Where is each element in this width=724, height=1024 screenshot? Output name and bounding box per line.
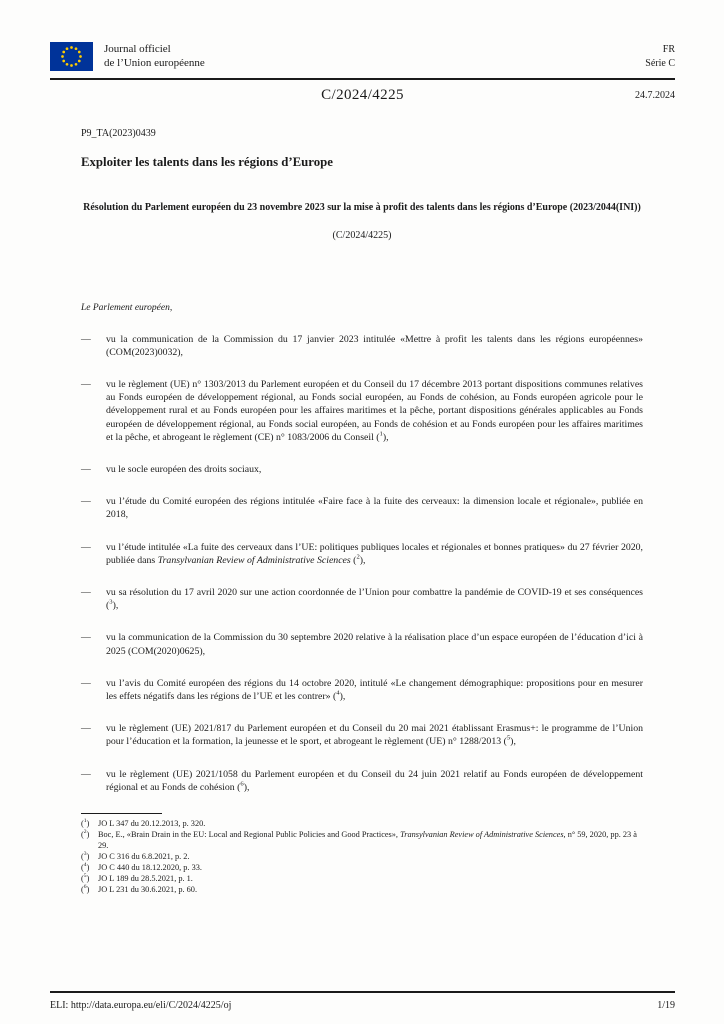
recitals-list [81,333,643,794]
doc-number-row [50,87,675,107]
recital-item [81,631,643,657]
document-body [81,128,643,895]
list-dash: — [81,378,91,390]
footnote-item [81,818,643,829]
footnote-marker: ($^1$) [81,818,90,828]
footnotes-list [81,818,643,895]
recital-text: vu la communication de la Commission du 30 septembre 2020 relative à la réalisation place d’un espace européen de l’éducation d’ici à 2025 (COM(2020)0625), [106,632,643,657]
footnote-text: JO L 231 du 30.6.2021, p. 60. [98,884,198,894]
intro-line: Le Parlement européen, [81,302,173,313]
doc-date: 24.7.2024 [635,90,675,101]
list-dash: — [81,463,91,475]
footnote-text: JO L 189 du 28.5.2021, p. 1. [98,873,193,883]
header-meta [645,42,675,70]
recital-text: vu l’étude intitulée «La fuite des cerveaux dans l’UE: politiques publiques locales et régionales et bonnes pratiques» du 27 février 2020, publiée dans Transylvanian Review of Administrative Sciences ($^2$), [106,541,643,566]
list-dash: — [81,496,91,508]
recital-text: vu la communication de la Commission du 17 janvier 2023 intitulée «Mettre à profit les talents dans les régions européennes» (COM(2023)0032), [106,333,643,358]
series-label: Série C [645,57,675,69]
document-reference: (C/2024/4225) [332,229,392,241]
list-dash: — [81,677,91,689]
recital-item [81,333,643,359]
footnote-text: JO L 347 du 20.12.2013, p. 320. [98,818,206,828]
list-dash: — [81,632,91,644]
footnote-separator [81,813,162,814]
footnote-text: JO C 316 du 6.8.2021, p. 2. [98,851,190,861]
header-rule [50,78,675,80]
footnote-item [81,873,643,884]
eli-link[interactable]: ELI: http://data.europa.eu/eli/C/2024/4225/oj [50,1000,232,1011]
recital-text: vu sa résolution du 17 avril 2020 sur une action coordonnée de l’Union pour combattre la pandémie de COVID-19 et ses conséquences ($^3$), [106,586,643,612]
recital-text: vu le règlement (UE) 2021/1058 du Parlement européen et du Conseil du 24 juin 2021 relatif au Fonds européen de développement régional et au Fonds de cohésion ($^6$), [106,768,643,793]
recital-item [81,677,643,703]
journal-title-line2: de l’Union européenne [104,56,205,69]
footnote-item [81,862,643,873]
recital-item [81,463,643,476]
recital-item [81,768,643,794]
page-number: 1/19 [657,1000,675,1011]
footnote-text: JO C 440 du 18.12.2020, p. 33. [98,862,202,872]
document-subtitle: Résolution du Parlement européen du 23 novembre 2023 sur la mise à profit des talents dans les régions d’Europe (2023/2044(INI)) [83,202,641,213]
footnote-marker: ($^3$) [81,851,90,861]
footnote-marker: ($^6$) [81,884,90,894]
recital-text: vu l’avis du Comité européen des régions du 14 octobre 2020, intitulé «Le changement démographique: propositions pour en mesurer les effets négatifs dans les régions de l’UE et les contrer» ($^4$), [106,677,643,702]
document-title: Exploiter les talents dans les régions d’Europe [81,155,333,169]
journal-title [104,42,205,70]
recital-item [81,722,643,748]
recital-item [81,541,643,567]
recital-item [81,586,643,612]
footnote-marker: ($^4$) [81,862,90,872]
list-dash: — [81,333,91,345]
footnote-item [81,829,643,851]
list-dash: — [81,541,91,553]
list-dash: — [81,768,91,780]
recital-text: vu le règlement (UE) n° 1303/2013 du Parlement européen et du Conseil du 17 décembre 2013 portant dispositions communes relatives au Fonds européen de développement régional, au Fonds social européen, au Fonds de cohésion, au Fonds européen agricole pour le développement rural et au Fonds européen pour les affaires maritimes et la pêche, portant dispositions générales applicables au Fonds européen de développement régional, au Fonds social européen, au Fonds de cohésion et au Fonds européen pour les affaires maritimes et la pêche, et abrogeant le règlement (CE) n° 1083/2006 du Conseil ($^1$), [106,378,643,443]
recital-item [81,378,643,444]
journal-title-line1: Journal officiel [104,43,171,55]
recital-text: vu l’étude du Comité européen des régions intitulée «Faire face à la fuite des cerveaux: la dimension locale et régionale», publiée en 2018, [106,496,643,521]
footer-rule [50,991,675,993]
page-header [50,42,675,71]
list-dash: — [81,586,91,598]
page-footer [50,991,675,1011]
list-dash: — [81,723,91,735]
footnote-marker: ($^5$) [81,873,90,883]
footnote-marker: ($^2$) [81,829,90,839]
procedure-reference: P9_TA(2023)0439 [81,128,156,139]
doc-number: C/2024/4225 [321,87,404,103]
recital-item [81,495,643,521]
footnote-item [81,884,643,895]
footnote-text: Boc, E., «Brain Drain in the EU: Local and Regional Public Policies and Good Practices», Transylvanian Review of Administrative Sciences, n° 59, 2020, pp. 23 à 29. [98,829,637,850]
recital-text: vu le socle européen des droits sociaux, [106,463,262,475]
recital-text: vu le règlement (UE) 2021/817 du Parlement européen et du Conseil du 20 mai 2021 établissant Erasmus+: le programme de l’Union pour l’éducation et la formation, la jeunesse et le sport, et abrogeant le règlement (UE) n° 1288/2013 ($^5$), [106,723,643,748]
language-code: FR [662,44,675,55]
eu-flag-icon [50,42,93,71]
footnote-item [81,851,643,862]
